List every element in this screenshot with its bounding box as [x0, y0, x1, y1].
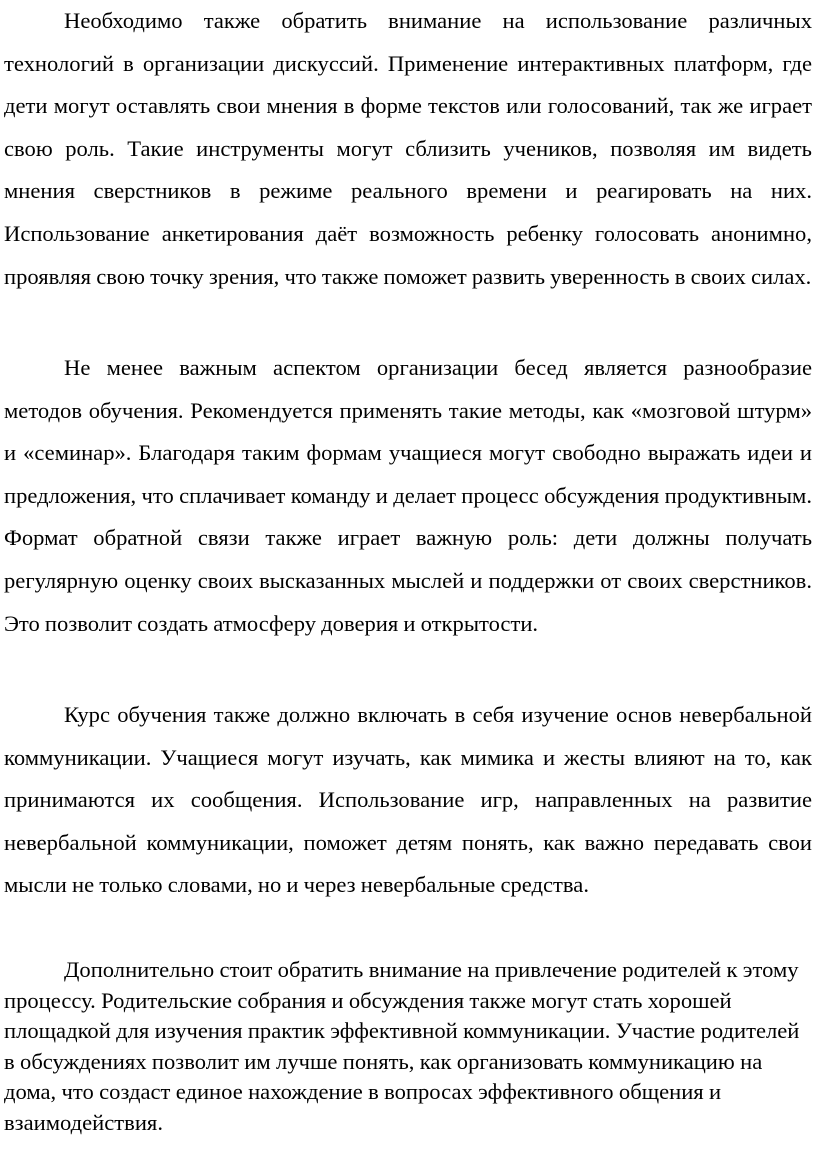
paragraph-parents: Дополнительно стоит обратить внимание на привлечение родителей к этому процессу. Родительские собрания и обсуждения также могут стать хорошей площадкой для изучения практик эффективной коммуникации. Участие родителей в обсуждениях позволит им лучше понять, как организовать коммуникацию на дома, что создаст единое нахождение в вопросах эффективного общения и взаимодействия.: [4, 957, 800, 1135]
paragraph-technologies: Необходимо также обратить внимание на использование различных технологий в организации дискуссий. Применение интерактивных платформ, где дети могут оставлять свои мнения в форме текстов или голосований, так же играет свою роль. Такие инструменты могут сблизить учеников, позволяя им видеть мнения сверстников в режиме реального времени и реагировать на них. Использование анкетирования даёт возможность ребенку голосовать анонимно, проявляя свою точку зрения, что также поможет развить уверенность в своих силах.: [4, 8, 812, 289]
paragraph-nonverbal: Курс обучения также должно включать в себя изучение основ невербальной коммуникации. Учащиеся могут изучать, как мимика и жесты влияют на то, как принимаются их сообщения. Использование игр, направленных на развитие невербальной коммуникации, поможет детям понять, как важно передавать свои мысли не только словами, но и через невербальные средства.: [4, 702, 812, 898]
paragraph-methods: Не менее важным аспектом организации бесед является разнообразие методов обучения. Рекомендуется применять такие методы, как «мозговой штурм» и «семинар». Благодаря таким формам учащиеся могут свободно выражать идеи и предложения, что сплачивает команду и делает процесс обсуждения продуктивным. Формат обратной связи также играет важную роль: дети должны получать регулярную оценку своих высказанных мыслей и поддержки от своих сверстников. Это позволит создать атмосферу доверия и открытости.: [4, 355, 812, 636]
